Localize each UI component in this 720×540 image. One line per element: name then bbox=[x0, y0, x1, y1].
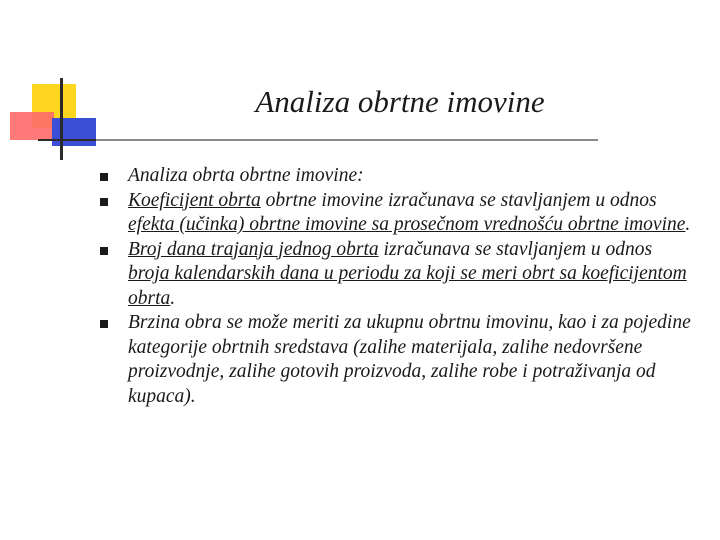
bullet-text: . bbox=[685, 214, 691, 235]
bullet-square-icon bbox=[100, 320, 108, 328]
slide-title: Analiza obrtne imovine bbox=[255, 84, 545, 119]
decor-blue-rectangle bbox=[52, 118, 96, 146]
bullet-item bbox=[96, 238, 696, 312]
bullet-text: . bbox=[170, 287, 176, 309]
bullet-text: obrtne imovine izračunava se stavljanjem u odnos bbox=[260, 189, 657, 211]
bullet-list bbox=[96, 164, 696, 409]
bullet-text: Brzina obra se može meriti za ukupnu obrtnu imovinu, kao i za pojedine kategorije obrtnih sredstava (zalihe materijala, zalihe nedovršene proizvodnje, zalihe gotovih proizvoda, zalihe robe i potraživanja od kupaca). bbox=[128, 312, 691, 407]
decor-vertical-line bbox=[60, 78, 63, 160]
bullet-square-icon bbox=[100, 247, 108, 255]
bullet-square-icon bbox=[100, 198, 108, 206]
underlined-term: broja kalendarskih dana u periodu za koji se meri obrt sa koeficijentom obrta bbox=[128, 263, 687, 309]
bullet-item bbox=[96, 189, 696, 238]
bullet-text: izračunava se stavljanjem u odnos bbox=[378, 238, 653, 260]
bullet-item bbox=[96, 164, 696, 189]
underlined-term: Koeficijent obrta bbox=[128, 189, 261, 211]
bullet-item bbox=[96, 311, 696, 409]
decor-red-rectangle bbox=[10, 112, 54, 140]
bullet-text: Analiza obrta obrtne imovine: bbox=[128, 165, 364, 186]
title-underline-divider bbox=[38, 139, 598, 141]
underlined-term: efekta (učinka) obrtne imovine sa prosečnom vrednošću obrtne imovine bbox=[128, 214, 686, 235]
underlined-term: Broj dana trajanja jednog obrta bbox=[128, 238, 379, 260]
bullet-square-icon bbox=[100, 173, 108, 181]
divider-accent bbox=[38, 139, 96, 141]
